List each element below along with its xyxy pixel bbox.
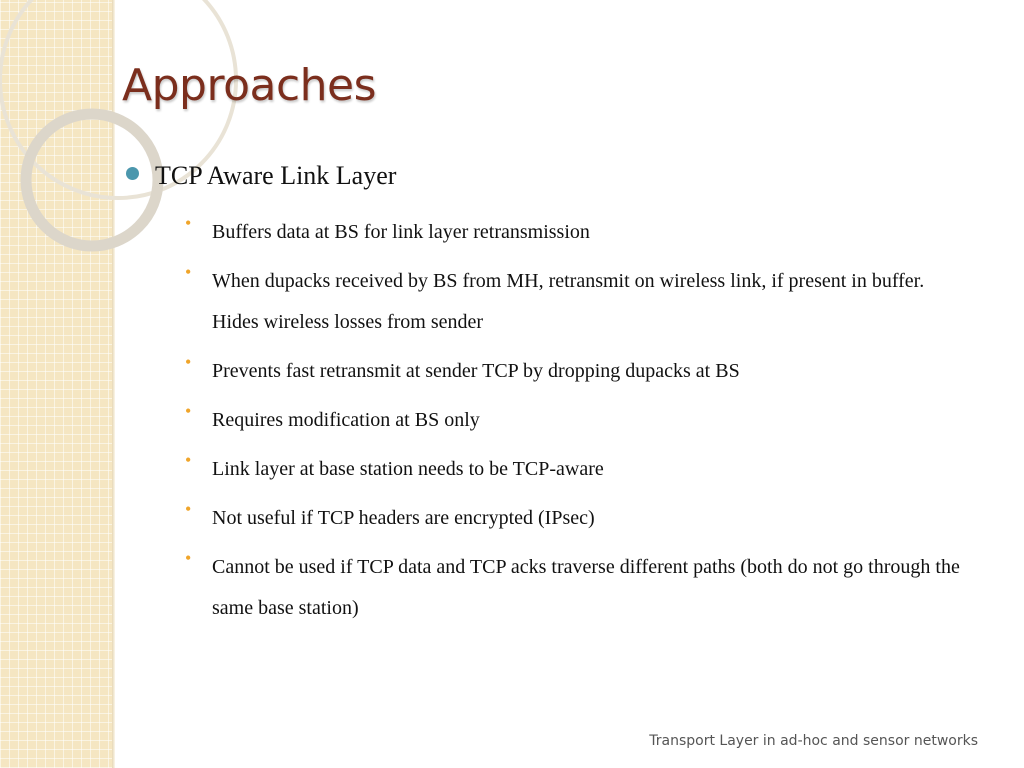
- sub-bullet-item: [185, 547, 965, 629]
- sub-bullet-text: Link layer at base station needs to be TCP-aware: [212, 458, 604, 480]
- sub-bullet-text: Requires modification at BS only: [212, 409, 480, 431]
- sub-bullet-item: [185, 400, 965, 441]
- decorative-sidebar: [0, 0, 112, 768]
- sub-bullet-dot-icon: •: [185, 450, 192, 470]
- sidebar-edge: [112, 0, 115, 768]
- sub-bullet-text: Buffers data at BS for link layer retransmission: [212, 221, 590, 243]
- sub-bullet-list: [185, 212, 965, 637]
- sub-bullet-text: When dupacks received by BS from MH, retransmit on wireless link, if present in buffer. Hides wireless losses from sender: [212, 270, 925, 333]
- sub-bullet-item: [185, 212, 965, 253]
- sub-bullet-dot-icon: •: [185, 352, 192, 372]
- sub-bullet-text: Cannot be used if TCP data and TCP acks traverse different paths (both do not go through the same base station): [212, 556, 960, 619]
- sub-bullet-dot-icon: •: [185, 548, 192, 568]
- sub-bullet-dot-icon: •: [185, 213, 192, 233]
- sub-bullet-dot-icon: •: [185, 499, 192, 519]
- sub-bullet-text: Prevents fast retransmit at sender TCP by dropping dupacks at BS: [212, 360, 740, 382]
- bullet-text: TCP Aware Link Layer: [155, 161, 397, 190]
- bullet-dot-icon: [126, 167, 139, 180]
- sub-bullet-item: [185, 261, 965, 343]
- sub-bullet-item: [185, 498, 965, 539]
- sub-bullet-dot-icon: •: [185, 262, 192, 282]
- slide-footer: Transport Layer in ad-hoc and sensor networks: [649, 733, 978, 749]
- sub-bullet-item: [185, 449, 965, 490]
- slide-title: Approaches: [122, 60, 377, 111]
- bullet-tcp-aware-link-layer: [126, 158, 986, 194]
- sub-bullet-dot-icon: •: [185, 401, 192, 421]
- sub-bullet-text: Not useful if TCP headers are encrypted (IPsec): [212, 507, 595, 529]
- sub-bullet-item: [185, 351, 965, 392]
